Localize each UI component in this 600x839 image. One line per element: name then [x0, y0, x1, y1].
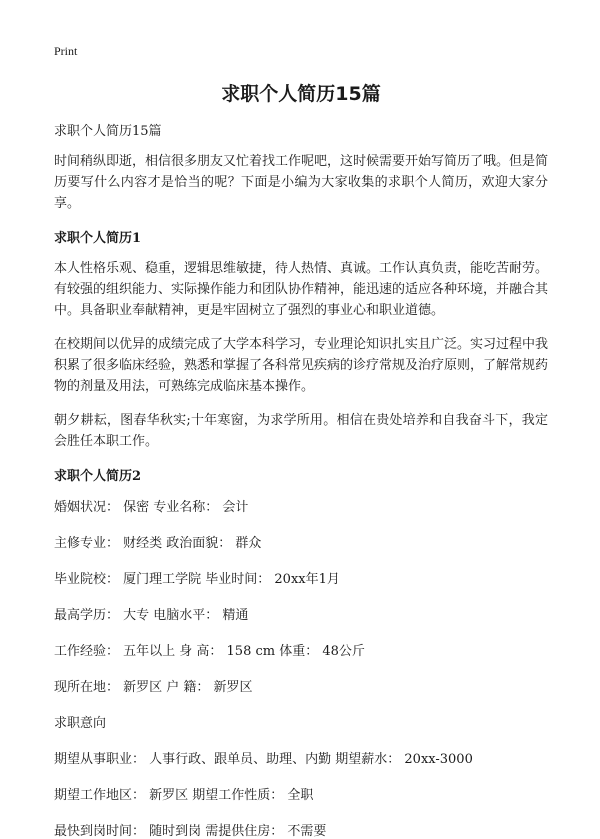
section-heading-1: 求职个人简历1	[54, 231, 142, 246]
info-row-location: 现所在地： 新罗区 户 籍： 新罗区	[54, 680, 253, 695]
info-row-experience: 工作经验： 五年以上 身 高： 158 cm 体重： 48公斤	[54, 644, 365, 659]
intent-row-start: 最快到岗时间： 随时到岗 需提供住房： 不需要	[54, 824, 327, 839]
intent-row-occupation: 期望从事职业： 人事行政、跟单员、助理、内勤 期望薪水： 20xx-3000	[54, 752, 473, 767]
section1-paragraph: 本人性格乐观、稳重，逻辑思维敏捷，待人热情、真诚。工作认真负责，能吃苦耐劳。有较强的组织能力、实际操作能力和团队协作精神，能迅速的适应各种环境，并融合其中。具备职业奉献精神，更是牢固树立了强烈的事业心和职业道德。	[54, 261, 549, 318]
intro-paragraph: 时间稍纵即逝，相信很多朋友又忙着找工作呢吧，这时候需要开始写简历了哦。但是简历要写什么内容才是恰当的呢？下面是小编为大家收集的求职个人简历，欢迎大家分享。	[54, 154, 549, 211]
intent-row-area: 期望工作地区： 新罗区 期望工作性质： 全职	[54, 788, 314, 803]
info-row-education: 最高学历： 大专 电脑水平： 精通	[54, 608, 249, 623]
section-heading-2: 求职个人简历2	[54, 469, 142, 484]
section1-paragraph: 在校期间以优异的成绩完成了大学本科学习，专业理论知识扎实且广泛。实习过程中我积累了很多临床经验，熟悉和掌握了各科常见疾病的诊疗常规及治疗原则，了解常规药物的剂量及用法，可熟练完成临床基本操作。	[54, 337, 549, 394]
info-row-school: 毕业院校： 厦门理工学院 毕业时间： 20xx年1月	[54, 572, 340, 587]
page-title: 求职个人简历15篇	[221, 83, 381, 105]
document-subtitle: 求职个人简历15篇	[54, 124, 162, 139]
job-intent-label: 求职意向	[54, 716, 107, 731]
info-row-major: 主修专业： 财经类 政治面貌： 群众	[54, 536, 262, 551]
print-label[interactable]: Print	[54, 44, 78, 58]
section1-paragraph: 朝夕耕耘，图春华秋实;十年寒窗，为求学所用。相信在贵处培养和自我奋斗下，我定会胜任本职工作。	[54, 413, 548, 449]
info-row-marital: 婚姻状况： 保密 专业名称： 会计	[54, 500, 249, 515]
